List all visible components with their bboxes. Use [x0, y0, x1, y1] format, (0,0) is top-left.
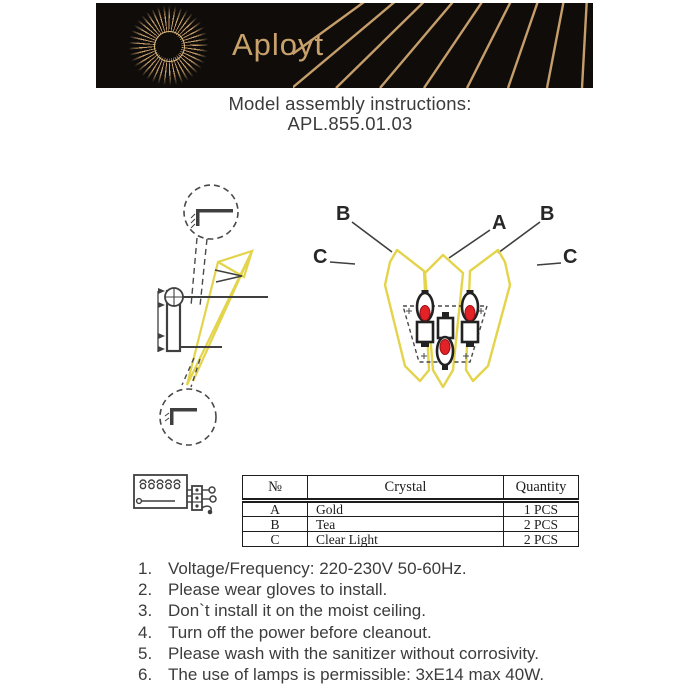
header-crystal: Crystal	[308, 476, 504, 501]
instruction-item	[138, 600, 598, 621]
cell-crystal: Clear Light	[308, 532, 504, 547]
instruction-text: Voltage/Frequency: 220-230V 50-60Hz.	[168, 559, 467, 578]
terminal-screws	[140, 480, 180, 489]
side-view-diagram	[145, 178, 275, 453]
instruction-item	[138, 558, 598, 579]
instruction-item	[138, 622, 598, 643]
top-bracket	[196, 209, 233, 226]
bottom-detail-circle	[160, 389, 216, 445]
model-number: APL.855.01.03	[287, 113, 413, 134]
instruction-number: 3.	[138, 601, 153, 621]
header-no: №	[243, 476, 308, 501]
instruction-number: 5.	[138, 643, 153, 663]
label-a: A	[492, 212, 507, 234]
table-row	[243, 517, 579, 532]
instruction-text: Don`t install it on the moist ceiling.	[168, 601, 426, 621]
cell-no: C	[243, 532, 308, 547]
cell-qty: 1 PCS	[504, 501, 579, 517]
page-title: Model assembly instructions:	[228, 93, 472, 114]
bottom-bracket	[170, 408, 197, 425]
instruction-number: 1.	[138, 559, 153, 578]
wiring-diagram	[130, 470, 225, 525]
banner-rays-decoration	[293, 3, 593, 88]
instruction-text: Please wear gloves to install.	[168, 580, 388, 600]
label-b-right: B	[540, 203, 555, 225]
instruction-text: The use of lamps is permissible: 3xE14 max 40W.	[168, 665, 545, 685]
instruction-item	[138, 579, 598, 600]
instruction-item	[138, 643, 598, 664]
table-row	[243, 501, 579, 517]
lamp-socket-left	[417, 290, 433, 347]
instruction-number: 2.	[138, 580, 153, 600]
cell-qty: 2 PCS	[504, 517, 579, 532]
instruction-list	[138, 558, 598, 685]
cell-crystal: Gold	[308, 501, 504, 517]
table-row	[243, 532, 579, 547]
label-b-left: B	[336, 203, 351, 225]
instruction-number: 6.	[138, 665, 153, 685]
lamp-socket-center	[437, 312, 453, 370]
lamp-socket-right	[462, 290, 478, 347]
instruction-text: Please wash with the sanitizer without corrosivity.	[168, 643, 540, 663]
front-view-diagram	[305, 195, 590, 405]
cell-crystal: Tea	[308, 517, 504, 532]
instruction-number: 4.	[138, 622, 153, 642]
sunburst-logo-icon	[128, 5, 209, 86]
instruction-text: Turn off the power before cleanout.	[168, 622, 432, 642]
label-c-left: C	[313, 246, 328, 268]
label-c-right: C	[563, 246, 578, 268]
dimension-line	[158, 288, 165, 352]
cell-no: B	[243, 517, 308, 532]
header-quantity: Quantity	[504, 476, 579, 501]
cell-qty: 2 PCS	[504, 532, 579, 547]
cell-no: A	[243, 501, 308, 517]
brand-name: Aployt	[232, 27, 325, 62]
instruction-item	[138, 664, 598, 685]
table-header-row	[243, 476, 579, 501]
parts-table	[242, 475, 579, 547]
brand-banner	[96, 3, 593, 88]
